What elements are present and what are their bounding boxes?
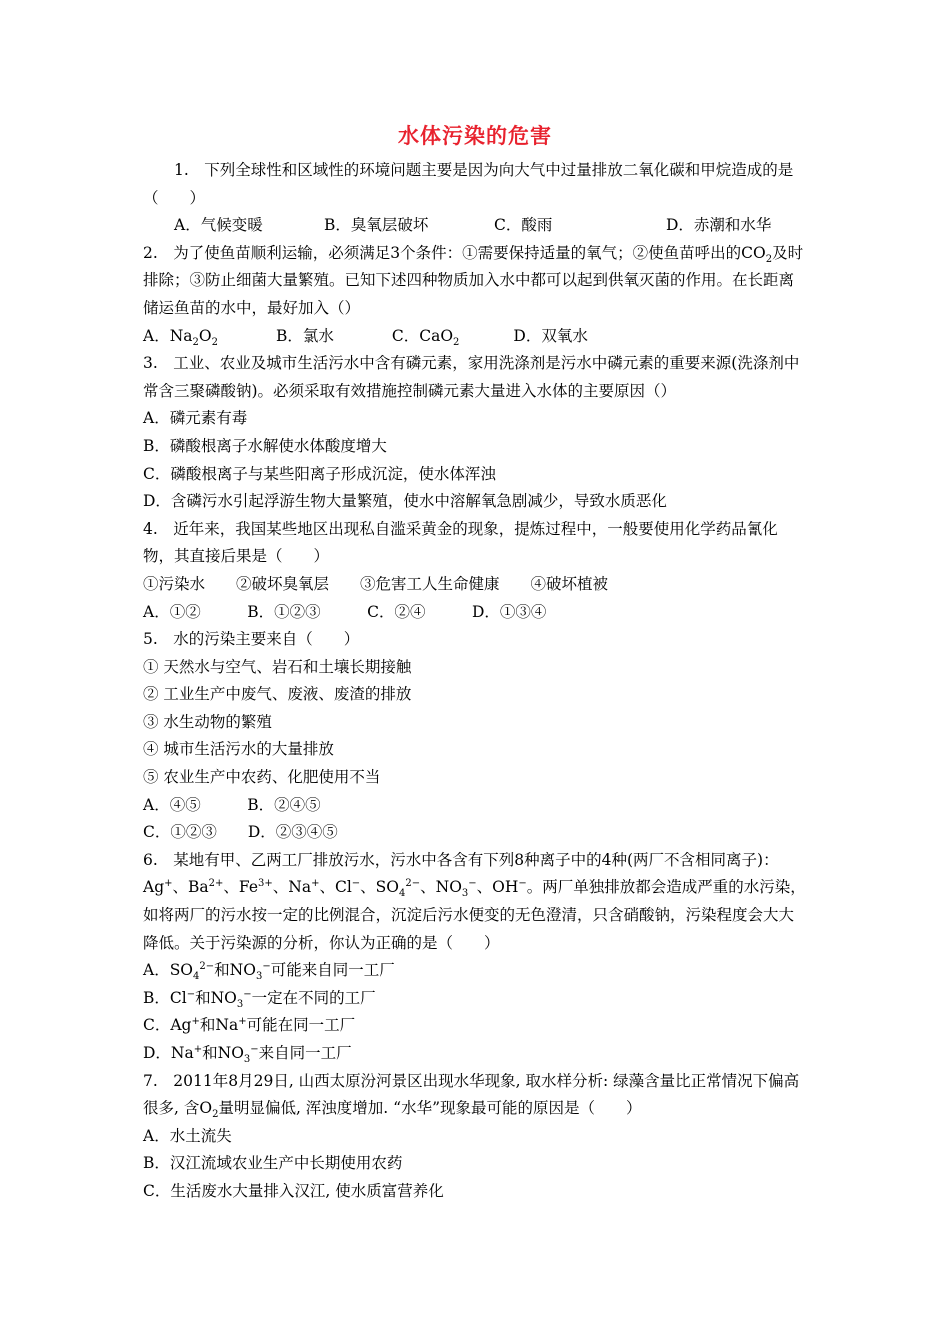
q7-option-c: C．生活废水大量排入汉江, 使水质富营养化 — [143, 1181, 444, 1200]
question-7-stem: 7. 2011年8月29日, 山西太原汾河景区出现水华现象, 取水样分析: 绿藻含量比正常情况下偏高很多, 含$O_2$量明显偏低, 浑浊度增加. “水华”现象最可能的原因是（ ） — [143, 1071, 800, 1121]
question-list — [143, 157, 808, 1206]
q7-option-b: B．汉江流域农业生产中长期使用农药 — [143, 1154, 403, 1173]
question-4-stem: 4. 近年来，我国某些地区出现私自滥采黄金的现象，提炼过程中，一般要使用化学药品氰化物，其直接后果是（ ） — [143, 519, 778, 566]
q5-options-row-1: A．④⑤ B．②④⑤ — [143, 795, 321, 814]
q2-option-a: A．$Na_2O_2$ — [143, 326, 218, 348]
question-1-options — [143, 212, 808, 240]
q2-option-b: B．氯水 — [275, 326, 334, 345]
q6-option-b: B．Cl−和$NO_3^-$一定在不同的工厂 — [143, 988, 376, 1010]
q5-item-3: ③ 水生动物的繁殖 — [143, 712, 272, 731]
question-2-stem: 2. 为了使鱼苗顺利运输，必须满足3个条件：①需要保持适量的氧气；②使鱼苗呼出的$CO_2$及时排除；③防止细菌大量繁殖。已知下述四种物质加入水中都可以起到供氧灭菌的作用。在长距离储运鱼苗的水中，最好加入（） — [143, 243, 804, 317]
q6-option-d: D．Na+和$NO_3^-$来自同一工厂 — [143, 1043, 352, 1066]
q5-item-4: ④ 城市生活污水的大量排放 — [143, 740, 334, 759]
q2-option-d: D．双氧水 — [513, 326, 588, 345]
q3-option-d: D．含磷污水引起浮游生物大量繁殖，使水中溶解氧急剧减少，导致水质恶化 — [143, 492, 667, 511]
q7-option-a: A．水土流失 — [143, 1126, 232, 1145]
q3-option-a: A．磷元素有毒 — [143, 409, 248, 428]
question-6-stem: 6. 某地有甲、乙两工厂排放污水，污水中各含有下列8种离子中的4种(两厂不含相同离子)：Ag+、$Ba^{2+}$、$Fe^{3+}$、Na+、Cl−、$SO_4^{2-}$、$NO_3^-$、OH−。两厂单独排放都会造成严重的水污染，如将两厂的污水按一定的比例混合，沉淀后污水便变的无色澄清，只含硝酸钠，污染程度会大大降低。关于污染源的分析，你认为正确的是（ ） — [143, 850, 806, 952]
q2-option-c: C．CaO$_2$ — [391, 326, 460, 348]
question-3-stem: 3. 工业、农业及城市生活污水中含有磷元素，家用洗涤剂是污水中磷元素的重要来源(洗涤剂中常含三聚磷酸钠)。必须采取有效措施控制磷元素大量进入水体的主要原因（） — [143, 354, 800, 400]
q5-item-2: ② 工业生产中废气、废液、废渣的排放 — [143, 685, 412, 704]
q5-item-5: ⑤ 农业生产中农药、化肥使用不当 — [143, 768, 381, 787]
question-1-stem: 1. 下列全球性和区域性的环境问题主要是因为向大气中过量排放二氧化碳和甲烷造成的是（ ） — [143, 161, 794, 207]
page-title: 水体污染的危害 — [398, 124, 552, 148]
q3-option-b: B．磷酸根离子水解使水体酸度增大 — [143, 436, 387, 455]
q5-options-row-2: C．①②③ D．②③④⑤ — [143, 823, 338, 842]
q1-option-d: D．赤潮和水华 — [666, 216, 772, 235]
q3-option-c: C．磷酸根离子与某些阳离子形成沉淀，使水体浑浊 — [143, 464, 496, 483]
q1-option-c: C．酸雨 — [494, 216, 553, 235]
question-4-items: ①污染水 ②破坏臭氧层 ③危害工人生命健康 ④破坏植被 — [143, 574, 609, 593]
question-4-options: A．①② B．①②③ C．②④ D．①③④ — [143, 602, 547, 621]
q5-item-1: ① 天然水与空气、岩石和土壤长期接触 — [143, 657, 412, 676]
question-2-options — [143, 323, 808, 351]
q1-option-a: A．气候变暖 — [174, 216, 263, 235]
q6-option-a: A．$SO_4^{2-}$和$NO_3^-$可能来自同一工厂 — [143, 961, 395, 983]
q1-option-b: B．臭氧层破坏 — [324, 216, 429, 235]
question-5-stem: 5. 水的污染主要来自（ ） — [143, 630, 360, 649]
q6-option-c: C．Ag+和Na+可能在同一工厂 — [143, 1016, 356, 1035]
